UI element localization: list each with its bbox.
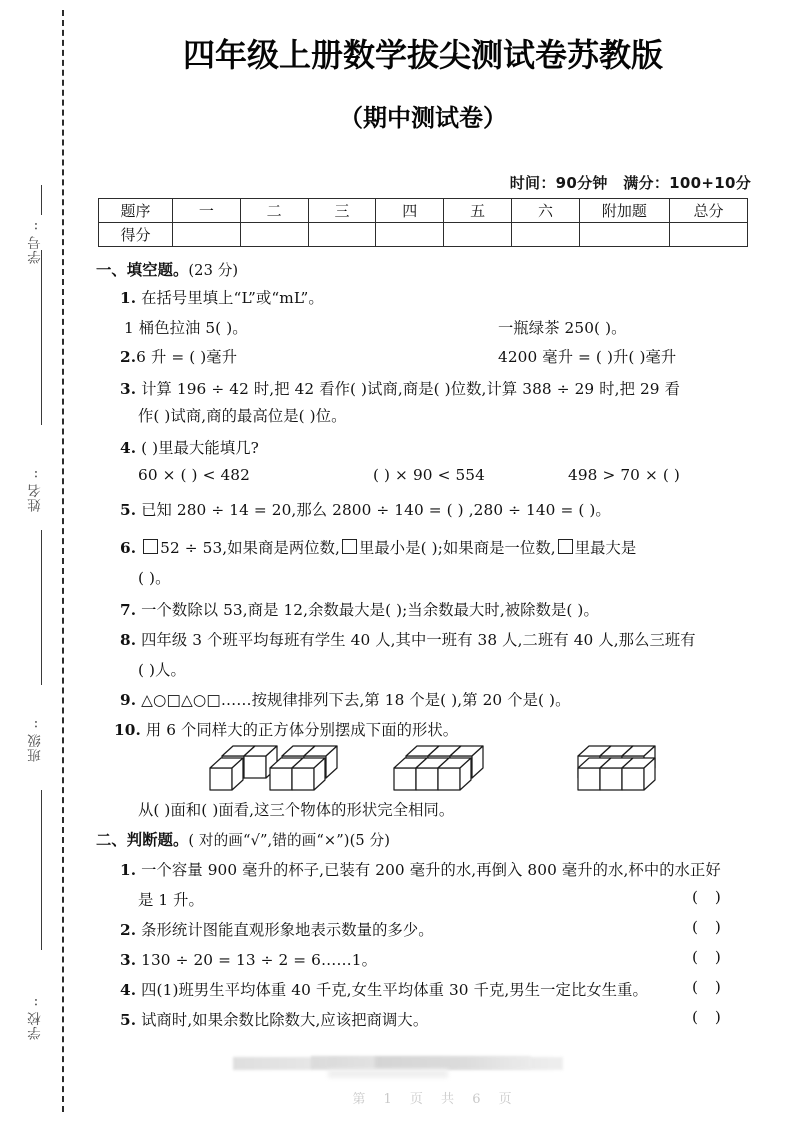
q1-7-num: 7. <box>120 601 137 619</box>
q1-8-line2: ( )人。 <box>138 661 186 679</box>
q2-1-answer-blank[interactable]: ( ) <box>692 888 727 906</box>
q1-2-num: 2. <box>120 348 137 366</box>
q1-10-conclusion: 从( )面和( )面看,这三个物体的形状完全相同。 <box>138 801 455 819</box>
section2-instruction: ( 对的画“√”,错的画“×”) <box>188 832 350 849</box>
margin-rule-0 <box>41 185 42 215</box>
q2-5-text: 试商时,如果余数比除数大,应该把商调大。 <box>141 1011 429 1029</box>
q1-8-line1-text: 四年级 3 个班平均每班有学生 40 人,其中一班有 38 人,二班有 40 人,那么三班有 <box>141 631 696 649</box>
cube-figure-2-svg <box>390 740 530 802</box>
section1-title: 一、填空题。 <box>96 261 189 279</box>
section2-title: 二、判断题。 <box>96 831 189 849</box>
q1-10-text: 用 6 个同样大的正方体分别摆成下面的形状。 <box>145 721 459 739</box>
cell-col-2: 二 <box>240 199 308 223</box>
q1-8-num: 8. <box>120 631 137 649</box>
page-footer: 第 1 页 共 6 页 <box>352 1092 519 1107</box>
q1-9-text: △○□△○□……按规律排列下去,第 18 个是( ),第 20 个是( )。 <box>141 691 571 709</box>
cell-col-1: 一 <box>172 199 240 223</box>
q2-2 <box>120 918 434 940</box>
q1-2-right: 4200 毫升 = ( )升( )毫升 <box>498 348 677 366</box>
q2-1-line1 <box>120 858 721 880</box>
q1-1 <box>120 286 324 308</box>
q2-1-line2: 是 1 升。 <box>138 891 204 909</box>
cell-col-total: 总分 <box>669 199 747 223</box>
cell-col-bonus: 附加题 <box>579 199 669 223</box>
q1-3-line1-text: 计算 196 ÷ 42 时,把 42 看作( )试商,商是( )位数,计算 388 ÷ 29 时,把 29 看 <box>141 380 680 398</box>
q1-4-num: 4. <box>120 439 137 457</box>
time-label: 时间：90分钟 <box>509 174 608 192</box>
margin-rule-2 <box>41 530 42 685</box>
cube-figure-1-svg <box>206 740 346 802</box>
binding-margin <box>0 0 78 1122</box>
margin-label-class: 班级: <box>28 716 44 762</box>
score-cell-total[interactable] <box>669 223 747 247</box>
q1-4-c: 498 > 70 × ( ) <box>568 466 680 484</box>
page-subtitle: （期中测试卷） <box>339 104 507 132</box>
q2-2-text: 条形统计图能直观形象地表示数量的多少。 <box>141 921 434 939</box>
q1-2-left <box>120 345 237 367</box>
margin-label-school: 学校: <box>28 994 44 1040</box>
score-cell-bonus[interactable] <box>579 223 669 247</box>
q2-5 <box>120 1008 428 1030</box>
q2-3-answer-blank[interactable]: ( ) <box>692 948 727 966</box>
margin-label-name: 姓名: <box>28 466 44 512</box>
margin-rule-3 <box>41 790 42 950</box>
q1-5-text: 已知 280 ÷ 14 = 20,那么 2800 ÷ 140 = ( ) ,280 ÷ 140 = ( )。 <box>141 501 611 519</box>
margin-label-student-id: 学号: <box>28 218 44 264</box>
score-cell-3[interactable] <box>308 223 376 247</box>
q2-1-num: 1. <box>120 861 137 879</box>
q1-6-a: 52 ÷ 53,如果商是两位数, <box>160 539 341 557</box>
blank-square-icon-2[interactable] <box>342 539 357 554</box>
score-cell-4[interactable] <box>376 223 444 247</box>
table-row-header <box>99 199 748 223</box>
cell-col-4: 四 <box>376 199 444 223</box>
q2-5-answer-blank[interactable]: ( ) <box>692 1008 727 1026</box>
q2-3 <box>120 948 377 970</box>
section2-points: (5 分) <box>349 832 390 849</box>
q1-5 <box>120 498 611 520</box>
exam-sheet <box>78 0 793 1122</box>
section2-heading <box>96 828 390 850</box>
cell-col-3: 三 <box>308 199 376 223</box>
q2-3-num: 3. <box>120 951 137 969</box>
q1-6-c: 里最大是 <box>574 539 637 557</box>
q1-9 <box>120 688 571 710</box>
q1-6-line2: ( )。 <box>138 569 171 587</box>
q2-4 <box>120 978 648 1000</box>
q1-5-num: 5. <box>120 501 137 519</box>
q1-1-left: 1 桶色拉油 5( )。 <box>124 319 248 337</box>
q1-3-num: 3. <box>120 380 137 398</box>
score-cell-5[interactable] <box>444 223 512 247</box>
q2-4-text: 四(1)班男生平均体重 40 千克,女生平均体重 30 千克,男生一定比女生重。 <box>141 981 648 999</box>
q1-4-a: 60 × ( ) < 482 <box>138 466 250 484</box>
cube-figure-1 <box>206 740 346 806</box>
table-row-scores <box>99 223 748 247</box>
q1-10 <box>114 718 458 740</box>
q1-9-num: 9. <box>120 691 137 709</box>
q1-10-num: 10. <box>114 721 141 739</box>
q1-7 <box>120 598 599 620</box>
q1-6-num: 6. <box>120 539 137 557</box>
q1-6-b: 里最小是( );如果商是一位数, <box>359 539 556 557</box>
watermark-bar-right <box>311 1056 531 1069</box>
q1-3-line2: 作( )试商,商的最高位是( )位。 <box>138 407 347 425</box>
q1-4 <box>120 436 259 458</box>
cut-dashed-line <box>62 10 64 1112</box>
page-title: 四年级上册数学拔尖测试卷苏教版 <box>182 36 663 74</box>
blank-square-icon-3[interactable] <box>558 539 573 554</box>
exam-meta <box>500 172 751 193</box>
blank-square-icon-1[interactable] <box>143 539 158 554</box>
margin-rule-1 <box>41 250 42 425</box>
cell-col-5: 五 <box>444 199 512 223</box>
q1-2-left-text: 6 升 = ( )毫升 <box>136 348 238 366</box>
q1-3-line1 <box>120 377 680 399</box>
score-table <box>98 198 748 247</box>
section1-points: (23 分) <box>188 262 239 279</box>
score-cell-2[interactable] <box>240 223 308 247</box>
cell-col-6: 六 <box>512 199 580 223</box>
q2-2-answer-blank[interactable]: ( ) <box>692 918 727 936</box>
q1-7-text: 一个数除以 53,商是 12,余数最大是( );当余数最大时,被除数是( )。 <box>141 601 599 619</box>
q2-3-text: 130 ÷ 20 = 13 ÷ 2 = 6……1。 <box>141 951 378 969</box>
cell-row-label-2: 得分 <box>99 223 173 247</box>
fullscore-label: 满分：100+10分 <box>623 174 751 192</box>
q2-5-num: 5. <box>120 1011 137 1029</box>
cube-figure-3 <box>568 740 708 806</box>
cell-row-label-1: 题序 <box>99 199 173 223</box>
q1-1-right: 一瓶绿茶 250( )。 <box>498 319 627 337</box>
q1-6-line1 <box>120 536 636 558</box>
section1-heading <box>96 258 238 280</box>
score-cell-1[interactable] <box>172 223 240 247</box>
score-cell-6[interactable] <box>512 223 580 247</box>
q1-1-text: 在括号里填上“L”或“mL”。 <box>141 289 324 307</box>
q1-1-num: 1. <box>120 289 137 307</box>
cube-figure-3-svg <box>568 740 708 802</box>
q1-4-b: ( ) × 90 < 554 <box>373 466 485 484</box>
q2-2-num: 2. <box>120 921 137 939</box>
q1-8-line1 <box>120 628 696 650</box>
q2-4-num: 4. <box>120 981 137 999</box>
q2-1-line1-text: 一个容量 900 毫升的杯子,已装有 200 毫升的水,再倒入 800 毫升的水,杯中的水正好 <box>141 861 721 879</box>
watermark-bar-lower <box>328 1069 448 1078</box>
q1-4-text: ( )里最大能填几? <box>141 439 259 457</box>
q2-4-answer-blank[interactable]: ( ) <box>692 978 727 996</box>
cube-figure-2 <box>390 740 530 806</box>
